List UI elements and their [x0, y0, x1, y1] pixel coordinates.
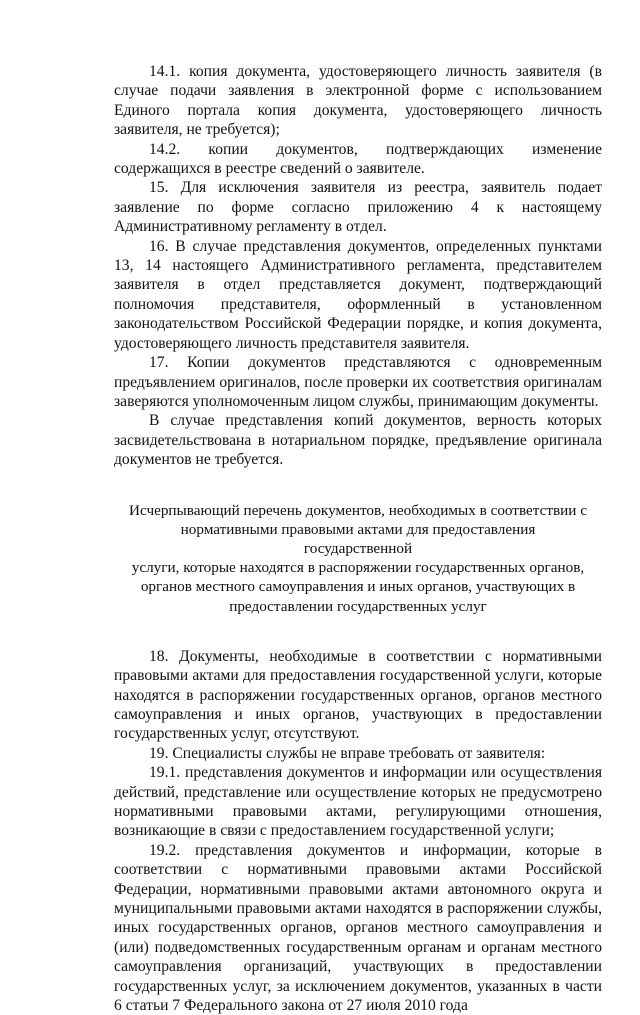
section-heading-line: предоставлении государственных услуг: [229, 597, 487, 615]
paragraph-18: 18. Документы, необходимые в соответствии с нормативными правовыми актами для предоставления государственной услуги, которые находятся в распоряжении государственных органов, органов местного самоуправления и иных органов, участвующих в предоставлении государственных услуг, отсутствуют.: [114, 647, 602, 743]
paragraph-19: 19. Специалисты службы не вправе требовать от заявителя:: [149, 744, 546, 762]
paragraph-14-1: 14.1. копия документа, удостоверяющего личность заявителя (в случае подачи заявления в электронной форме с использованием Единого портала копия документа, удостоверяющего личность заявителя, не требуется);: [114, 63, 602, 139]
document-page: [114, 62, 602, 1015]
paragraph-19-2: 19.2. представления документов и информации, которые в соответствии с нормативными правовыми актами Российской Федерации, нормативными правовыми актами автономного округа и муниципальными правовыми актами находятся в распоряжении службы, иных государственных органов, органов местного самоуправления и (или) подведомственных государственным органам и органам местного самоуправления организаций, участвующих в предоставлении государственных услуг, за исключением документов, указанных в части 6 статьи 7 Федерального закона от 27 июля 2010 года: [114, 841, 602, 1015]
paragraph-17: 17. Копии документов представляются с одновременным предъявлением оригиналов, после проверки их соответствия оригиналам заверяются уполномоченным лицом службы, принимающим документы.: [114, 354, 602, 410]
paragraph-14-2: 14.2. копии документов, подтверждающих изменение содержащихся в реестре сведений о заявителе.: [114, 140, 602, 178]
paragraph-17-notary: В случае представления копий документов, верность которых засвидетельствована в нотариальном порядке, предъявление оригинала документов не требуется.: [114, 412, 602, 469]
section-heading-line: органов местного самоуправления и иных органов, участвующих в: [140, 578, 576, 596]
section-heading-line: нормативными правовыми актами для предоставления государственной: [180, 520, 536, 557]
section-heading-line: Исчерпывающий перечень документов, необходимых в соответствии с: [129, 501, 587, 519]
paragraph-19-1: 19.1. представления документов и информации или осуществления действий, представление или осуществление которых не предусмотрено нормативными правовыми актами, регулирующими отношения, возникающие в связи с предоставлением государственной услуги;: [114, 764, 602, 840]
section-heading-line: услуги, которые находятся в распоряжении государственных органов,: [131, 559, 585, 577]
paragraph-16: 16. В случае представления документов, определенных пунктами 13, 14 настоящего Административного регламента, представителем заявителя в отдел представляется документ, подтверждающий полномочия представителя, оформленный в установленном законодательством Российской Федерации порядке, и копия документа, удостоверяющего личность представителя заявителя.: [114, 237, 602, 352]
paragraph-15: 15. Для исключения заявителя из реестра, заявитель подает заявление по форме согласно приложению 4 к настоящему Административному регламенту в отдел.: [114, 179, 602, 236]
section-heading: [114, 501, 602, 616]
